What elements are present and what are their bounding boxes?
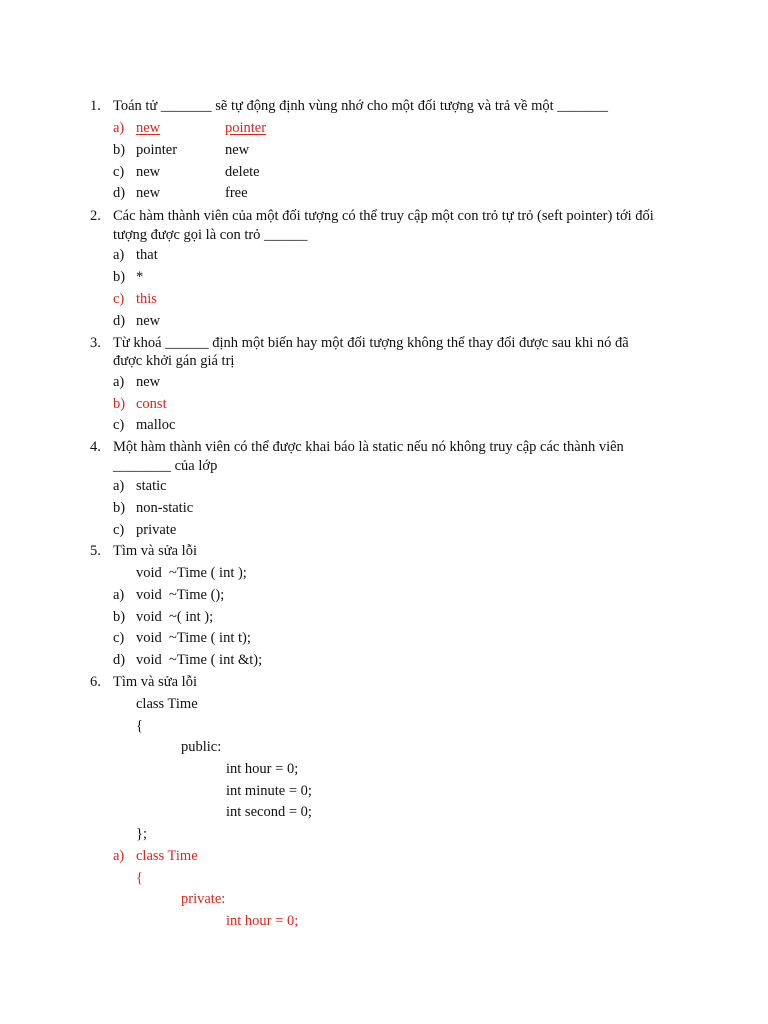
option-text: new: [136, 374, 161, 390]
option-code-line-correct: int hour = 0;: [226, 913, 299, 929]
option-letter: b): [113, 142, 126, 158]
option-text: pointer: [136, 142, 178, 158]
option-letter: a): [113, 374, 125, 390]
question-number: 6.: [90, 674, 101, 690]
option-letter: c): [113, 522, 125, 538]
option-text: void ~( int );: [136, 609, 214, 625]
option-text: new: [136, 164, 161, 180]
code-line: int second = 0;: [226, 804, 312, 820]
question-text: Các hàm thành viên của một đối tượng có thể truy cập một con trỏ tự trỏ (seft pointer) tới đối: [113, 208, 654, 224]
question-text: Từ khoá ______ định một biến hay một đối tượng không thể thay đổi được sau khi nó đã: [113, 335, 629, 351]
option-text-correct: new: [136, 120, 161, 136]
question-text: ________ của lớp: [113, 458, 218, 474]
option-letter: c): [113, 164, 125, 180]
option-code-line-correct: class Time: [136, 848, 198, 864]
option-text: new: [136, 313, 161, 329]
option-letter: b): [113, 609, 126, 625]
option-text-correct: pointer: [225, 120, 267, 136]
option-code-line-correct: private:: [181, 891, 226, 907]
question-text: tượng được gọi là con trỏ ______: [113, 227, 308, 243]
option-letter: a): [113, 587, 125, 603]
option-letter: a): [113, 848, 125, 864]
code-line: };: [136, 826, 147, 842]
option-letter: b): [113, 269, 126, 285]
code-line: {: [136, 718, 143, 734]
option-letter: a): [113, 120, 125, 136]
option-text: void ~Time ();: [136, 587, 225, 603]
question-number: 3.: [90, 335, 101, 351]
question-number: 4.: [90, 439, 101, 455]
code-line: int minute = 0;: [226, 783, 312, 799]
question-number: 2.: [90, 208, 101, 224]
option-text: malloc: [136, 417, 176, 433]
question-text: Toán tử _______ sẽ tự động định vùng nhớ cho một đối tượng và trả về một _______: [113, 98, 609, 114]
option-text: delete: [225, 164, 260, 180]
option-text: non-static: [136, 500, 194, 516]
option-letter: c): [113, 630, 125, 646]
option-text: that: [136, 247, 158, 263]
option-text-correct: const: [136, 396, 167, 412]
code-line: void ~Time ( int );: [136, 565, 247, 581]
option-text: void ~Time ( int t);: [136, 630, 251, 646]
question-number: 1.: [90, 98, 101, 114]
question-text: Tìm và sửa lỗi: [113, 543, 197, 559]
question-text: Một hàm thành viên có thể được khai báo là static nếu nó không truy cập các thành viên: [113, 439, 624, 455]
option-letter: a): [113, 478, 125, 494]
question-text: được khởi gán giá trị: [113, 353, 235, 369]
option-text: free: [225, 185, 248, 201]
code-line: int hour = 0;: [226, 761, 299, 777]
option-letter: d): [113, 652, 126, 668]
option-letter: a): [113, 247, 125, 263]
option-letter: d): [113, 313, 126, 329]
option-text: static: [136, 478, 167, 494]
code-line: class Time: [136, 696, 198, 712]
option-letter: b): [113, 396, 126, 412]
option-text: void ~Time ( int &t);: [136, 652, 263, 668]
option-text-correct: this: [136, 291, 157, 307]
option-letter: c): [113, 291, 125, 307]
option-text: *: [136, 269, 144, 285]
option-letter: b): [113, 500, 126, 516]
code-line: public:: [181, 739, 222, 755]
option-letter: d): [113, 185, 126, 201]
option-text: new: [136, 185, 161, 201]
option-text: private: [136, 522, 177, 538]
option-letter: c): [113, 417, 125, 433]
question-text: Tìm và sửa lỗi: [113, 674, 197, 690]
option-text: new: [225, 142, 250, 158]
question-number: 5.: [90, 543, 101, 559]
option-code-line-correct: {: [136, 870, 143, 886]
